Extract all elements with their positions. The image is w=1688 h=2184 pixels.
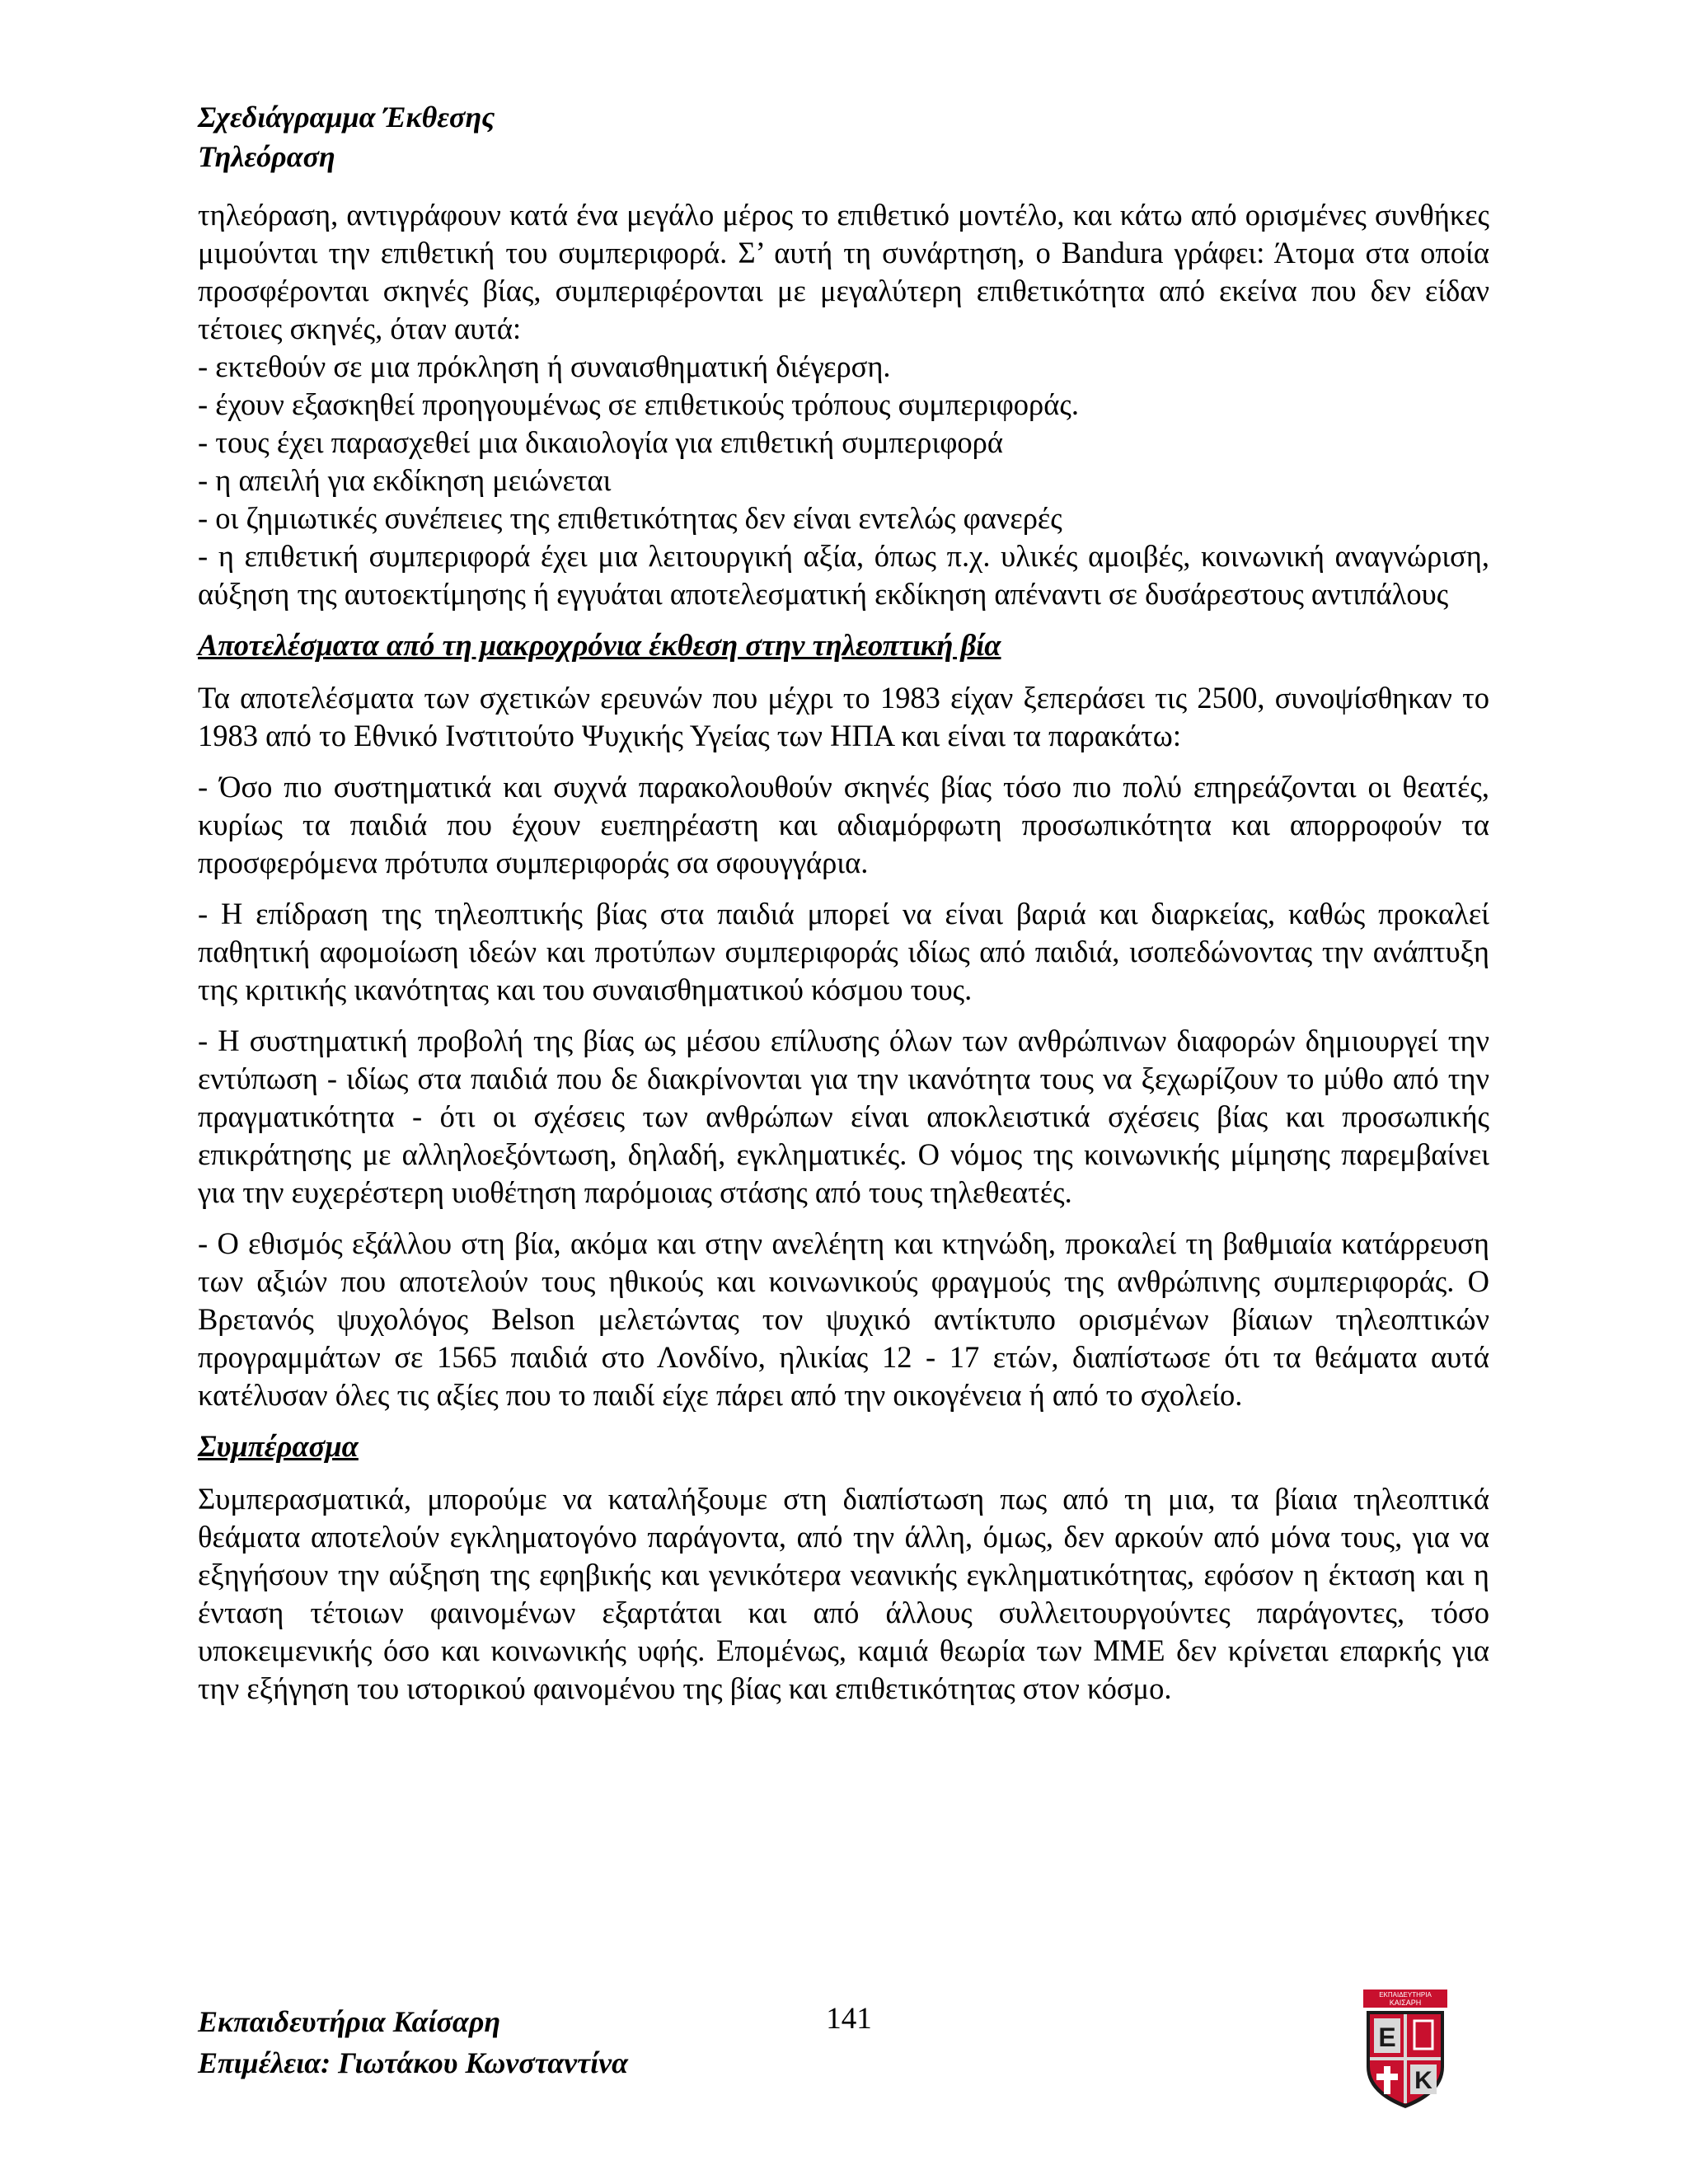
logo-banner-text: ΕΚΠΑΙΔΕΥΤΗΡΙΑ bbox=[1379, 1991, 1432, 1999]
effects-paragraph: - Όσο πιο συστηματικά και συχνά παρακολουθούν σκηνές βίας τόσο πιο πολύ επηρεάζονται οι θεατές, κυρίως τα παιδιά που έχουν ευεπηρέαστη και αδιαμόρφωτη προσωπικότητα και απορροφούν τα προσφερόμενα πρότυπα συμπεριφοράς σα σφουγγάρια. bbox=[198, 770, 1489, 879]
footer-credits bbox=[198, 2001, 628, 2083]
effects-paragraph: Τα αποτελέσματα των σχετικών ερευνών που μέχρι το 1983 είχαν ξεπεράσει τις 2500, συνοψίσθηκαν το 1983 από το Εθνικό Ινστιτούτο Ψυχικής Υγείας των ΗΠΑ και είναι τα παρακάτω: bbox=[198, 681, 1489, 752]
effects-paragraph: - Η συστηματική προβολή της βίας ως μέσου επίλυσης όλων των ανθρώπινων διαφορών δημιουργεί την εντύπωση - ιδίως στα παιδιά που δε διακρίνονται για την ικανότητα τους να ξεχωρίζουν το μύθο από την πραγματικότητα - ότι οι σχέσεις των ανθρώπων είναι αποκλειστικά σχέσεις βίας και προσωπικής επικράτησης με αλληλοεξόντωση, δηλαδή, εγκληματικές. Ο νόμος της κοινωνικής μίμησης παρεμβαίνει για την ευχερέστερη υιοθέτηση παρόμοιας στάσης από τους τηλεθεατές. bbox=[198, 1024, 1489, 1209]
footer-school-name: Εκπαιδευτήρια Καίσαρη bbox=[198, 2005, 501, 2038]
list-item: - η απειλή για εκδίκηση μειώνεται bbox=[198, 463, 612, 497]
header-topic: Τηλεόραση bbox=[198, 140, 335, 173]
running-header bbox=[198, 97, 495, 176]
list-item: - έχουν εξασκηθεί προηγουμένως σε επιθετικούς τρόπους συμπεριφοράς. bbox=[198, 387, 1079, 421]
logo-letter: Κ bbox=[1414, 2067, 1432, 2094]
list-item: - εκτεθούν σε μια πρόκληση ή συναισθηματική διέγερση. bbox=[198, 349, 891, 383]
effects-paragraph: - Ο εθισμός εξάλλου στη βία, ακόμα και στην ανελέητη και κτηνώδη, προκαλεί τη βαθμιαία κατάρρευση των αξιών που αποτελούν τους ηθικούς και κοινωνικούς φραγμούς της ανθρώπινης συμπεριφοράς. Ο Βρετανός ψυχολόγος Belson μελετώντας τον ψυχικό αντίκτυπο ορισμένων βίαιων τηλεοπτικών προγραμμάτων σε 1565 παιδιά στο Λονδίνο, ηλικίας 12 - 17 ετών, διαπίστωσε ότι τα θεάματα αυτά κατέλυσαν όλες τις αξίες που το παιδί είχε πάρει από την οικογένεια ή από το σχολείο. bbox=[198, 1226, 1489, 1412]
header-document-title: Σχεδιάγραμμα Έκθεσης bbox=[198, 101, 495, 134]
shield-divider bbox=[1370, 2057, 1441, 2060]
footer-editor: Επιμέλεια: Γιωτάκου Κωνσταντίνα bbox=[198, 2046, 628, 2079]
section-heading-conclusion: Συμπέρασμα bbox=[198, 1429, 359, 1463]
page-number: 141 bbox=[826, 2002, 872, 2036]
effects-paragraph: - Η επίδραση της τηλεοπτικής βίας στα παιδιά μπορεί να είναι βαριά και διαρκείας, καθώς προκαλεί παθητική αφομοίωση ιδεών και προτύπων συμπεριφοράς ιδίως από παιδιά, ισοπεδώνοντας την ανάπτυξη της κριτικής ικανότητας και του συναισθηματικού κόσμου τους. bbox=[198, 897, 1489, 1006]
list-item-last: - η επιθετική συμπεριφορά έχει μια λειτουργική αξία, όπως π.χ. υλικές αμοιβές, κοινωνική αναγνώριση, αύξηση της αυτοεκτίμησης ή εγγυάται αποτελεσματική εκδίκηση απέναντι σε δυσάρεστους αντιπάλους bbox=[198, 539, 1489, 611]
list-item: - οι ζημιωτικές συνέπειες της επιθετικότητας δεν είναι εντελώς φανερές bbox=[198, 501, 1062, 535]
section-heading-effects: Αποτελέσματα από τη μακροχρόνια έκθεση στην τηλεοπτική βία bbox=[198, 628, 1001, 662]
list-item: - τους έχει παρασχεθεί μια δικαιολογία για επιθετική συμπεριφορά bbox=[198, 425, 1003, 459]
conclusion-paragraph: Συμπερασματικά, μπορούμε να καταλήξουμε στη διαπίστωση πως από τη μια, τα βίαια τηλεοπτικά θεάματα αποτελούν εγκληματογόνο παράγοντα, από την άλλη, όμως, δεν αρκούν από μόνα τους, για να εξηγήσουν την αύξηση της εφηβικής και γενικότερα νεανικής εγκληματικότητας, εφόσον η έκταση και η ένταση τέτοιων φαινομένων εξαρτάται και από άλλους συλλειτουργούντες παράγοντες, τόσο υποκειμενικής όσο και κοινωνικής υφής. Επομένως, καμιά θεωρία των ΜΜΕ δεν κρίνεται επαρκής για την εξήγηση του ιστορικού φαινομένου της βίας και επιθετικότητας στον κόσμο. bbox=[198, 1482, 1489, 1705]
logo-banner-text: ΚΑΙΣΑΡΗ bbox=[1389, 1999, 1422, 2007]
intro-paragraph: τηλεόραση, αντιγράφουν κατά ένα μεγάλο μέρος το επιθετικό μοντέλο, και κάτω από ορισμένες συνθήκες μιμούνται την επιθετική του συμπεριφορά. Σ’ αυτή τη συνάρτηση, ο Bandura γράφει: Άτομα στα οποία προσφέρονται σκηνές βίας, συμπεριφέρονται με μεγαλύτερη επιθετικότητα από εκείνα που δεν είδαν τέτοιες σκηνές, όταν αυτά: bbox=[198, 198, 1489, 345]
cross-icon bbox=[1376, 2074, 1398, 2080]
school-crest-logo bbox=[1360, 1988, 1451, 2111]
page-body bbox=[198, 196, 1489, 1721]
logo-letter: Ε bbox=[1378, 2022, 1396, 2052]
